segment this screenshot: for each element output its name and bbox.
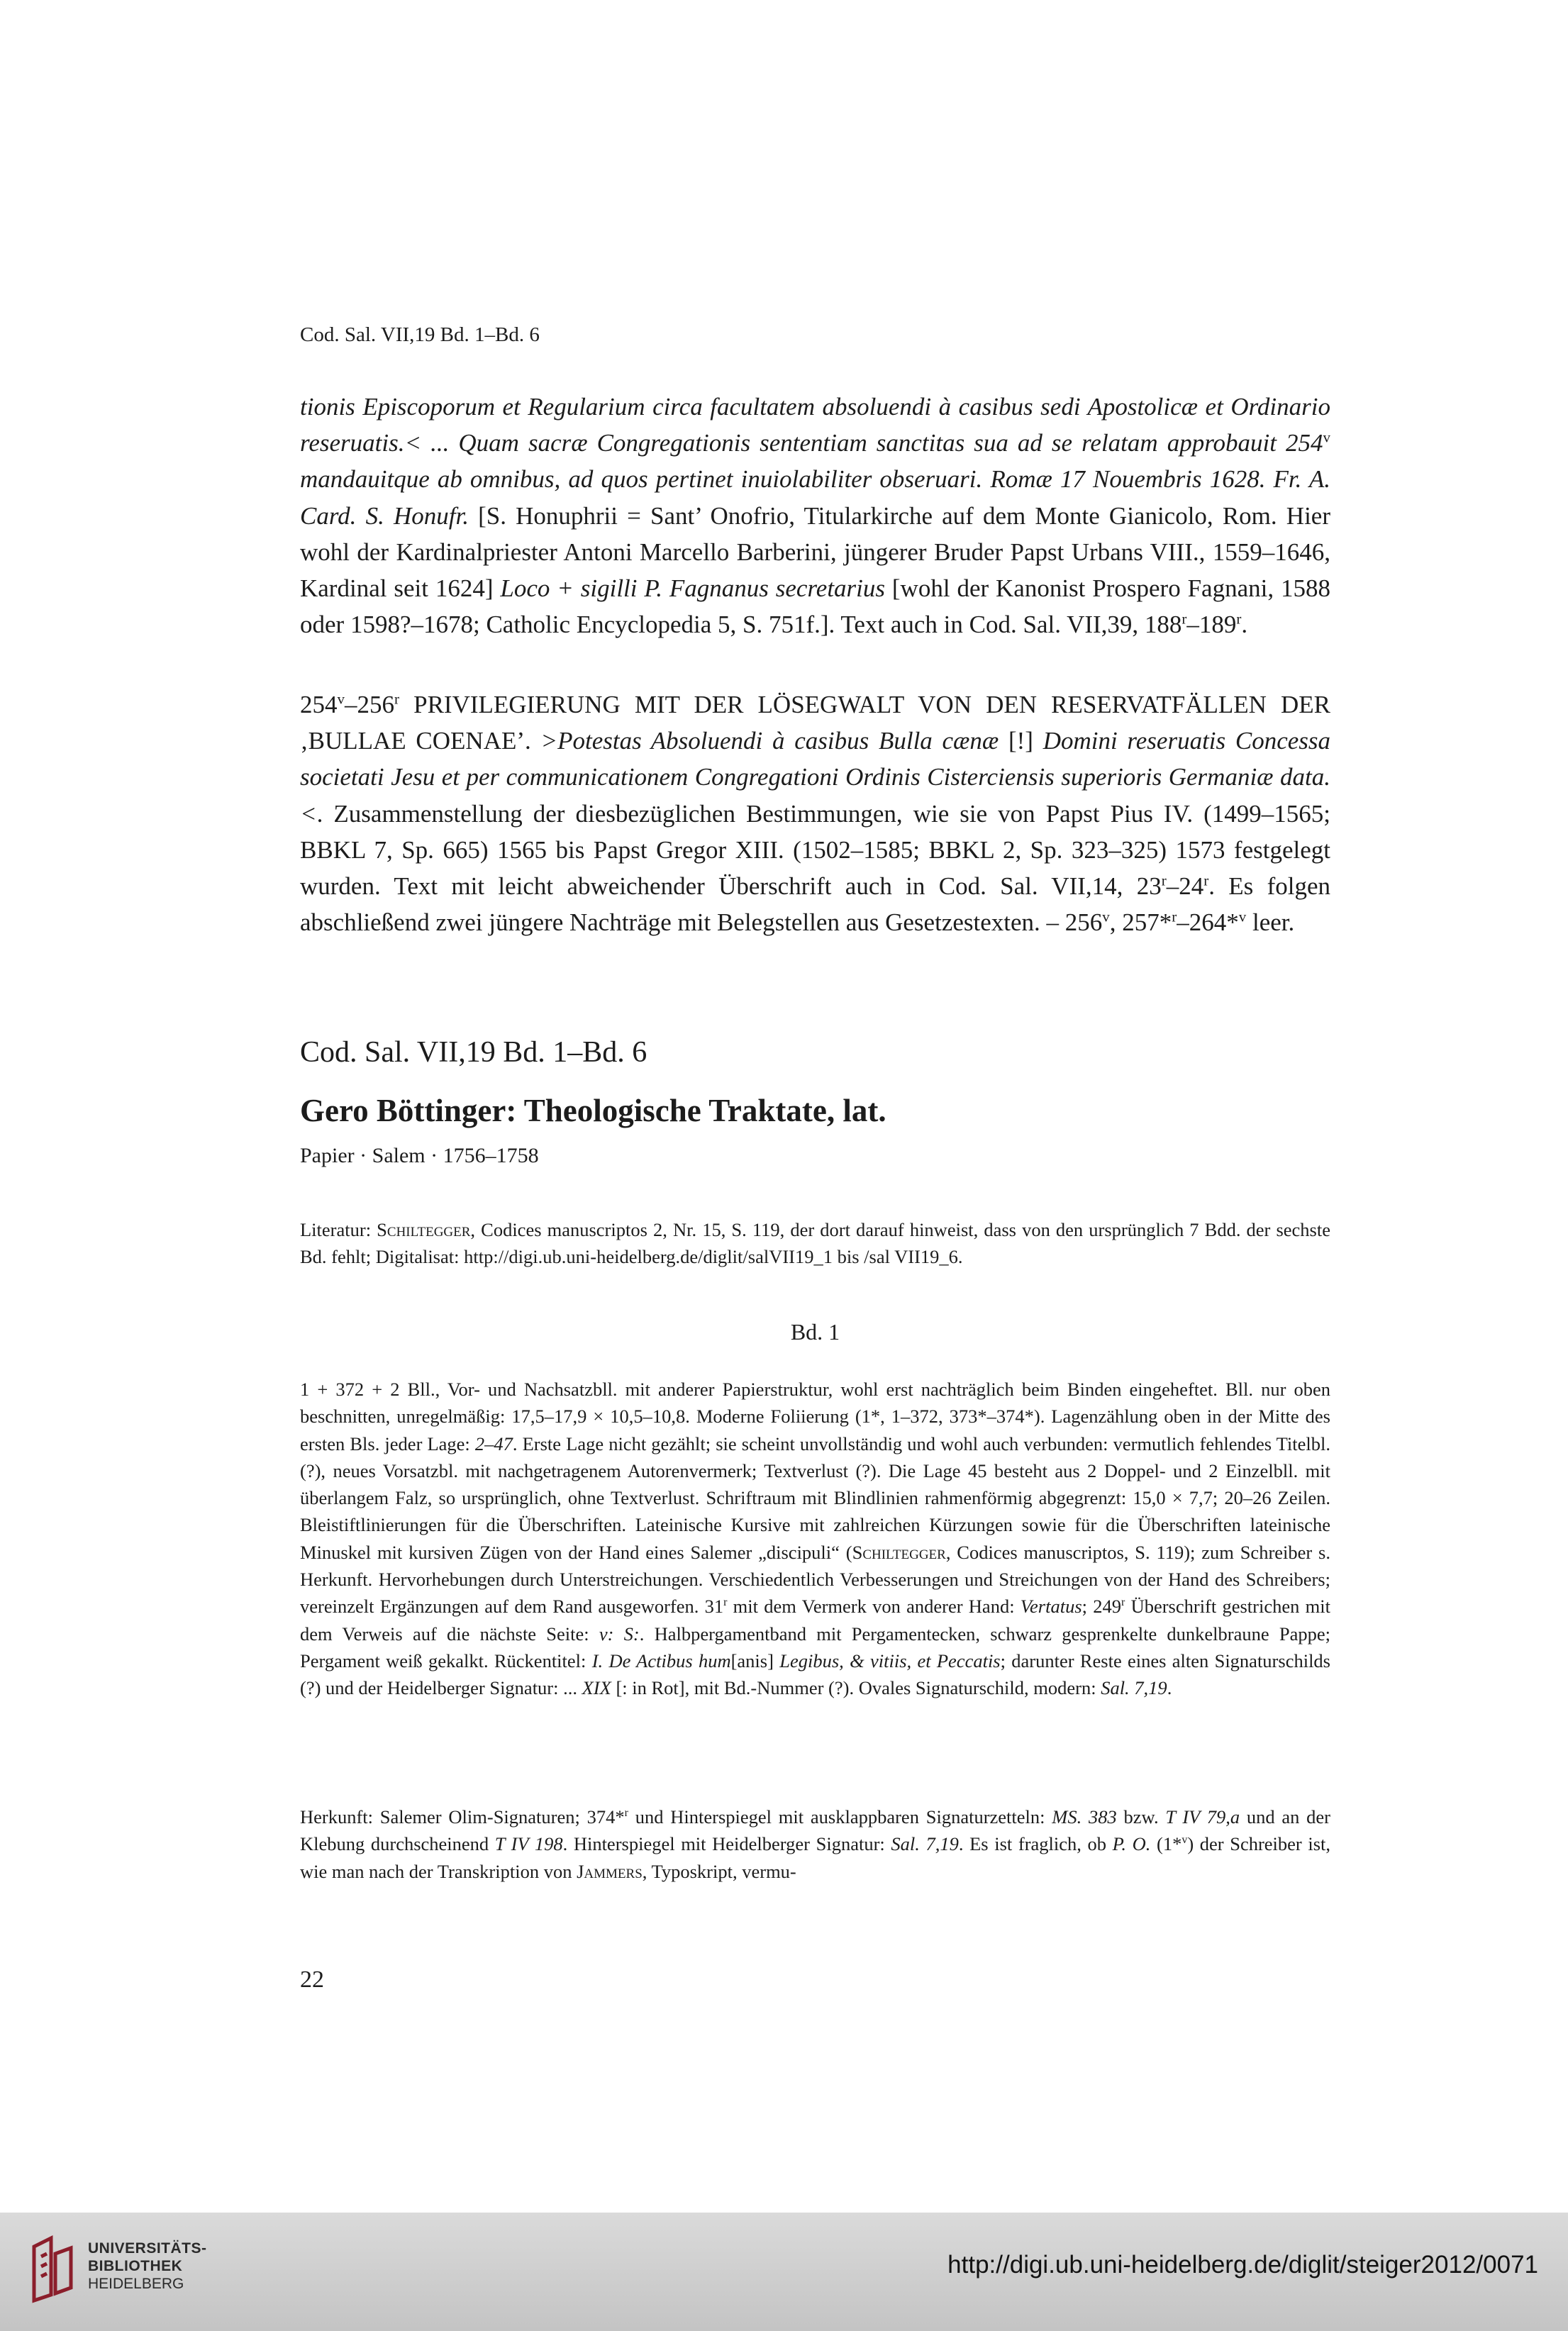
text-run: , Codices manuscriptos, S. 119); zum Schreiber s. Herkunft. Hervorhebungen durch Unterstreichungen. Verschiedentlich Verbesserungen und Streichungen von der Hand des Schreibers; vereinzelt Ergänzungen auf dem Rand ausgeworfen. 31 xyxy=(300,1541,1330,1618)
text-run: 1 + 372 + 2 Bll., Vor- und Nachsatzbll. mit anderer Papierstruktur, wohl erst nachträglich beim Binden eingeheftet. Bll. nur oben beschnitten, unregelmäßig: 17,5–17,9 × 10,5–10,8. Moderne Foliierung (1*, 1–372, 373*–374*). Lagenzählung oben in der Mitte des ersten Bls. jeder Lage: xyxy=(300,1379,1330,1454)
folio-superscript: r xyxy=(1203,872,1209,889)
text-run: –264* xyxy=(1177,908,1239,937)
author-smallcaps: Schiltegger xyxy=(852,1541,946,1563)
text-run: . Es ist fraglich, ob xyxy=(958,1833,1113,1855)
text-run: Legibus, & vitiis, et Peccatis xyxy=(779,1649,1001,1671)
text-run: Herkunft: Salemer Olim-Signaturen; 374* xyxy=(300,1806,625,1827)
folio-superscript: v xyxy=(337,690,345,708)
text-run: XIX xyxy=(582,1677,611,1699)
text-run: tionis Episcoporum et Regularium circa facultatem absoluendi à casibus sedi Apostolicæ et Ordinario reseruatis.< ... Quam sacræ Congregationis sententiam sanctitas sua ad se relatam approbauit 254 xyxy=(300,393,1330,457)
text-run: P. O. xyxy=(1112,1833,1151,1855)
codicological-description xyxy=(300,1376,1330,1702)
library-logo-icon xyxy=(27,2232,78,2303)
text-run: [anis] xyxy=(730,1649,780,1671)
manuscript-title: Gero Böttinger: Theologische Traktate, lat. xyxy=(300,1093,886,1128)
text-run: Literatur: xyxy=(300,1219,377,1240)
folio-superscript: r xyxy=(1236,610,1242,628)
text-run: –256 xyxy=(345,691,394,718)
text-run: Sal. 7,19 xyxy=(1101,1677,1167,1699)
text-run: und an der Klebung durchscheinend xyxy=(300,1806,1331,1855)
text-run: –24 xyxy=(1166,872,1204,901)
folio-superscript: r xyxy=(1121,1596,1125,1609)
footer-bar xyxy=(0,2213,1568,2331)
text-run: Loco + sigilli P. Fagnanus secretarius xyxy=(500,574,886,603)
shelfmark-heading: Cod. Sal. VII,19 Bd. 1–Bd. 6 xyxy=(300,1036,647,1069)
text-run: (1* xyxy=(1150,1833,1182,1855)
text-run: [: in Rot], mit Bd.-Nummer (?). Ovales Signaturschild, modern: xyxy=(611,1677,1101,1699)
text-run: . Erste Lage nicht gezählt; sie scheint unvollständig und wohl auch verbunden: vermutlich fehlendes Titelbl. (?), neues Vorsatzbl. mit nachgetragenem Autorenvermerk; Textverlust (?). Die Lage 45 besteht aus 2 Doppel- und 2 Einzelbll. mit überlangem Falz, so ursprünglich, ohne Textverlust. Schriftraum mit Blindlinien rahmenförmig abgegrenzt: 15,0 × 7,7; 20–26 Zeilen. Bleistiftlinierungen für die Überschriften. Lateinische Kursive mit zahlreichen Kürzungen sowie für die Überschriften lateinische Minuskel mit kursiven Zügen von der Hand eines Salemer „discipuli“ ( xyxy=(300,1432,1330,1563)
text-run: . Halbpergamentband mit Pergamentecken, schwarz gesprenkelte dunkelbraune Pappe; Pergament weiß gekalkt. Rückentitel: xyxy=(300,1623,1330,1671)
text-run: leer. xyxy=(1246,908,1295,937)
text-run: , 257* xyxy=(1109,908,1172,937)
text-run: [!] xyxy=(999,727,1043,755)
text-run: mit dem Vermerk von anderer Hand: xyxy=(727,1596,1021,1618)
text-run: Sal. 7,19 xyxy=(891,1833,959,1855)
text-run: Vertatus xyxy=(1020,1596,1082,1618)
folio-superscript: r xyxy=(723,1596,728,1609)
page-number: 22 xyxy=(300,1966,324,1993)
text-run: PRIVILEGIERUNG MIT DER LÖSEGWALT VON DEN RESERVATFÄLLEN DER ‚BULLAE COENAE’. xyxy=(300,691,1330,755)
folio-superscript: r xyxy=(394,690,399,708)
text-run: Domini reseruatis Concessa societati Jesu et per communicationem Congregationi Ordinis Cisterciensis superioris Germaniæ data.< xyxy=(300,727,1331,828)
provenance-note xyxy=(300,1803,1330,1885)
text-run: MS. 383 xyxy=(1052,1806,1117,1827)
body-paragraph xyxy=(300,389,1330,642)
text-run: mandauitque ab omnibus, ad quos pertinet inuiolabiliter obseruari. Romæ 17 Nouembris 1628. Fr. A. Card. S. Honufr. xyxy=(300,465,1330,530)
text-run: v: S: xyxy=(599,1623,640,1645)
volume-heading: Bd. 1 xyxy=(790,1319,840,1345)
text-run: , Codices manuscriptos 2, Nr. 15, S. 119, der dort darauf hinweist, dass von den ursprünglich 7 Bdd. der sechste Bd. fehlt; Digitalisat: http://digi.ub.uni-heidelberg.de/diglit/salVII19_1 bis /sal VII19_6. xyxy=(300,1219,1330,1268)
text-run: [wohl der Kanonist Prospero Fagnani, 1588 oder 1598?–1678; Catholic Encyclopedia 5, S. 751f.]. Text auch in Cod. Sal. VII,39, 188 xyxy=(300,574,1330,639)
literature-note xyxy=(300,1216,1330,1271)
folio-superscript: r xyxy=(624,1807,628,1820)
body-paragraph xyxy=(300,686,1330,940)
folio-superscript: v xyxy=(1238,908,1247,925)
text-run: T IV 79,a xyxy=(1165,1806,1240,1827)
text-run: ; 249 xyxy=(1082,1596,1122,1618)
text-run: [S. Honuphrii = Sant’ Onofrio, Titularkirche auf dem Monte Gianicolo, Rom. Hier wohl der Kardinalpriester Antoni Marcello Barberini, jüngerer Bruder Papst Urbans VIII., 1559–1646, Kardinal seit 1624] xyxy=(300,501,1330,603)
folio-superscript: r xyxy=(1161,872,1167,889)
library-name-line: BIBLIOTHEK xyxy=(88,2258,183,2274)
author-smallcaps: Jammers xyxy=(577,1860,643,1882)
library-name-line: UNIVERSITÄTS- xyxy=(88,2240,207,2257)
library-name xyxy=(88,2240,244,2293)
running-head: Cod. Sal. VII,19 Bd. 1–Bd. 6 xyxy=(300,323,540,346)
library-name-line: HEIDELBERG xyxy=(88,2276,184,2292)
folio-superscript: v xyxy=(1323,428,1330,446)
text-run: >Potestas Absoluendi à casibus Bulla cænæ xyxy=(540,727,999,755)
text-run: und Hinterspiegel mit ausklappbaren Signaturzetteln: xyxy=(628,1806,1052,1827)
text-run: . xyxy=(1241,611,1248,639)
text-run: Überschrift gestrichen mit dem Verweis auf die nächste Seite: xyxy=(300,1596,1330,1645)
folio-superscript: r xyxy=(1181,610,1187,628)
text-run: . xyxy=(1167,1677,1172,1699)
text-run: . Es folgen abschließend zwei jüngere Nachträge mit Belegstellen aus Gesetzestexten. – 256 xyxy=(300,872,1330,937)
folio-superscript: r xyxy=(1172,908,1177,925)
text-run: I. De Actibus hum xyxy=(591,1649,731,1671)
text-run: T IV 198 xyxy=(494,1833,563,1855)
text-run: 254 xyxy=(300,691,338,718)
text-run: 2–47 xyxy=(474,1432,513,1454)
manuscript-meta: Papier · Salem · 1756–1758 xyxy=(300,1144,539,1167)
text-run: ; darunter Reste eines alten Signaturschilds (?) und der Heidelberger Signatur: ... xyxy=(300,1649,1330,1699)
folio-superscript: v xyxy=(1102,908,1110,925)
text-run: bzw. xyxy=(1116,1806,1166,1827)
text-run: . Hinterspiegel mit Heidelberger Signatur: xyxy=(562,1833,891,1855)
folio-superscript: v xyxy=(1181,1834,1188,1847)
text-run: , Typoskript, vermu- xyxy=(642,1860,796,1882)
text-run: –189 xyxy=(1186,611,1237,639)
text-run: ) der Schreiber ist, wie man nach der Transkription von xyxy=(300,1833,1331,1882)
source-url-link[interactable]: http://digi.ub.uni-heidelberg.de/diglit/steiger2012/0071 xyxy=(947,2251,1538,2279)
text-run: . Zusammenstellung der diesbezüglichen Bestimmungen, wie sie von Papst Pius IV. (1499–1565; BBKL 7, Sp. 665) 1565 bis Papst Gregor XIII. (1502–1585; BBKL 2, Sp. 323–325) 1573 festgelegt wurden. Text mit leicht abweichender Überschrift auch in Cod. Sal. VII,14, 23 xyxy=(300,799,1330,901)
author-smallcaps: Schiltegger xyxy=(377,1219,471,1240)
